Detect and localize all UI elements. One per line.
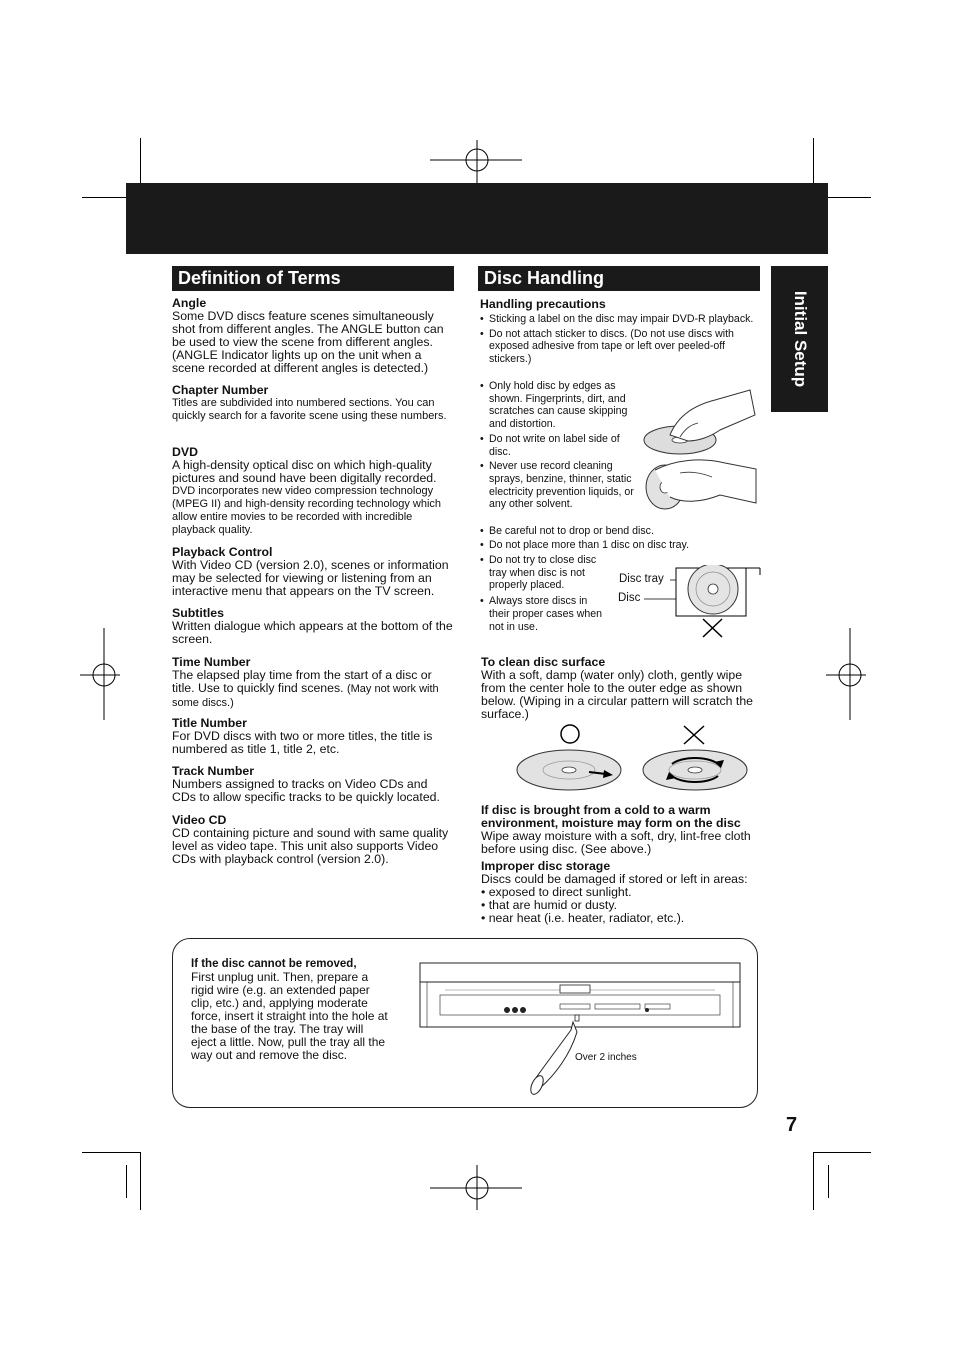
term-title: Playback Control: [172, 545, 273, 559]
term-desc: Some DVD discs feature scenes simultaneously shot from different angles. The ANGLE button can be used to view the scene from different angles. (ANGLE Indicator lights up on the unit when a scene recorded at different angles is detected.): [172, 309, 444, 375]
crop-mark: [813, 1152, 871, 1153]
wire-length-label: Over 2 inches: [575, 1052, 637, 1063]
term-dvd: [172, 446, 454, 537]
storage-item: • exposed to direct sunlight.: [481, 885, 632, 899]
registration-mark-bottom: [430, 1165, 525, 1210]
term-desc: The elapsed play time from the start of a disc or title. Use to quickly find scenes.: [172, 668, 432, 695]
side-tab: [771, 266, 828, 412]
registration-mark-right: [826, 628, 866, 723]
clean-title: To clean disc surface: [481, 655, 606, 669]
term-desc: Titles are subdivided into numbered sections. You can quickly search for a favorite scene using these numbers.: [172, 397, 447, 422]
handling-precautions: [480, 298, 760, 311]
term-desc: For DVD discs with two or more titles, the title is numbered as title 1, title 2, etc.: [172, 729, 433, 756]
clean-text: With a soft, damp (water only) cloth, gently wipe from the center hole to the outer edge as shown below. (Wiping in a circular pattern will scratch the surface.): [481, 668, 754, 721]
term-desc: Numbers assigned to tracks on Video CDs and CDs to allow specific tracks to be quickly located.: [172, 777, 440, 804]
term-time-number: [172, 656, 454, 710]
registration-mark-top: [430, 140, 525, 185]
crop-mark: [126, 1165, 127, 1198]
term-desc-extra: DVD incorporates new video compression technology (MPEG II) and high-density recording technology which allow entire movies to be recorded with incredible playback quality.: [172, 485, 442, 536]
precaution-item: • Do not attach sticker to discs. (Do not use discs with exposed adhesive from tape or left over peeled-off stickers.): [480, 328, 758, 366]
term-video-cd: [172, 814, 454, 866]
precautions-title: Handling precautions: [480, 297, 606, 311]
precaution-item: • Do not write on label side of disc.: [480, 433, 640, 458]
removal-text: First unplug unit. Then, prepare a rigid wire (e.g. an extended paper clip, etc.) and, applying moderate force, insert it straight into the hole at the base of the tray. The tray will eject a little. Now, pull the tray all the way out and remove the disc.: [191, 970, 388, 1062]
term-desc-extra: (May not work with some discs.): [172, 683, 439, 709]
term-playback-control: [172, 546, 454, 598]
storage-item: • near heat (i.e. heater, radiator, etc.).: [481, 911, 685, 925]
removal-note: [191, 958, 391, 1062]
disc-tray-illustration: [640, 565, 762, 640]
term-title: Video CD: [172, 813, 227, 827]
hand-holding-disc-illustration: [640, 385, 760, 515]
precautions-list-a: [480, 313, 758, 366]
term-track-number: [172, 765, 454, 804]
crop-mark: [82, 1152, 140, 1153]
precautions-list-c: [480, 525, 758, 551]
precaution-item: • Never use record cleaning sprays, benzine, thinner, static electricity prevention liquids, or any other solvent.: [480, 460, 640, 511]
crop-mark: [140, 1152, 141, 1210]
storage-text: Discs could be damaged if stored or left in areas:: [481, 872, 748, 886]
precaution-item: • Be careful not to drop or bend disc.: [480, 525, 758, 538]
registration-mark-left: [80, 628, 120, 723]
moisture-title: If disc is brought from a cold to a warm environment, moisture may form on the disc: [481, 803, 741, 830]
term-title: DVD: [172, 445, 198, 459]
storage-item: • that are humid or dusty.: [481, 898, 617, 912]
term-title: Track Number: [172, 764, 255, 778]
disc-tray-label: Disc tray: [619, 573, 664, 585]
term-title: Time Number: [172, 655, 251, 669]
term-desc: Written dialogue which appears at the bottom of the screen.: [172, 619, 453, 646]
term-desc: CD containing picture and sound with same quality level as video tape. This unit also supports Video CDs with playback control (version 2.0).: [172, 826, 449, 866]
header-banner: [126, 183, 828, 254]
term-title: Angle: [172, 296, 207, 310]
page-number: 7: [786, 1114, 798, 1136]
precaution-item: • Always store discs in their proper cases when not in use.: [480, 595, 608, 633]
side-tab-label: Initial Setup: [790, 290, 810, 388]
disc-handling-heading: Disc Handling: [478, 266, 760, 291]
precaution-item: • Do not place more than 1 disc on disc tray.: [480, 539, 758, 552]
term-title: Title Number: [172, 716, 247, 730]
cleaning-illustration: [514, 720, 754, 795]
term-subtitles: [172, 607, 454, 646]
disc-label: Disc: [618, 592, 641, 604]
precautions-list-d: [480, 554, 608, 633]
storage-section: [481, 860, 763, 925]
precaution-item: • Only hold disc by edges as shown. Fingerprints, dirt, and scratches can cause skipping and distortion.: [480, 380, 640, 431]
term-desc: A high-density optical disc on which high-quality pictures and sound have been digitally recorded.: [172, 458, 437, 485]
term-angle: [172, 297, 454, 375]
term-chapter-number: [172, 384, 454, 423]
precaution-item: • Do not try to close disc tray when disc is not properly placed.: [480, 554, 608, 592]
precaution-item: • Sticking a label on the disc may impair DVD-R playback.: [480, 313, 758, 326]
storage-title: Improper disc storage: [481, 859, 611, 873]
crop-mark: [813, 1152, 814, 1210]
definitions-heading: Definition of Terms: [172, 266, 454, 291]
term-title: Chapter Number: [172, 383, 269, 397]
clean-section: [481, 656, 763, 721]
term-title-number: [172, 717, 454, 756]
moisture-text: Wipe away moisture with a soft, dry, lint-free cloth before using disc. (See above.): [481, 829, 751, 856]
term-desc: With Video CD (version 2.0), scenes or information may be selected for viewing or listening from an interactive menu that appears on the TV screen.: [172, 558, 449, 598]
term-title: Subtitles: [172, 606, 224, 620]
removal-title: If the disc cannot be removed,: [191, 958, 357, 970]
unit-front-illustration: [415, 960, 745, 1100]
crop-mark: [828, 1165, 829, 1198]
moisture-section: [481, 804, 763, 856]
precautions-list-b: [480, 380, 640, 511]
